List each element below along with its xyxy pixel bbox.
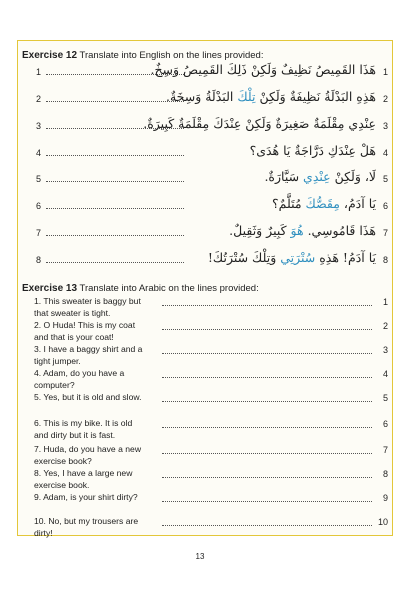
sentence-part: يَا آدَمُ، bbox=[339, 196, 376, 211]
english-sentence: 6. This is my bike. It is old and dirty but it is fast. bbox=[34, 418, 133, 440]
english-sentence: 4. Adam, do you have a computer? bbox=[34, 368, 125, 390]
answer-line[interactable] bbox=[46, 262, 184, 263]
arabic-sentence bbox=[166, 89, 376, 104]
answer-line[interactable] bbox=[162, 453, 372, 454]
answer-line[interactable] bbox=[46, 208, 184, 209]
item-number: 4 bbox=[36, 148, 42, 158]
sentence-part: هَذِهِ البَدْلَةُ نَظِيفَةٌ وَلَكِنْ bbox=[255, 89, 376, 104]
english-sentence: 9. Adam, is your shirt dirty? bbox=[34, 492, 138, 502]
exercise-12-row bbox=[22, 246, 388, 266]
highlighted-word: هُوَ bbox=[290, 223, 304, 238]
item-number-right: 4 bbox=[382, 369, 388, 379]
answer-line[interactable] bbox=[162, 501, 372, 502]
item-number-right: 10 bbox=[377, 517, 388, 527]
highlighted-word: مِقَصُّكَ bbox=[305, 196, 340, 211]
exercise-12-instruction: Translate into English on the lines provided: bbox=[79, 50, 264, 61]
answer-line[interactable] bbox=[162, 305, 372, 306]
exercise-13-row bbox=[22, 467, 388, 489]
item-number-right: 7 bbox=[382, 228, 388, 238]
sentence-part: يَا آدَمُ! هَذِهِ bbox=[315, 250, 376, 265]
english-sentence: 8. Yes, I have a large new exercise book. bbox=[34, 468, 133, 490]
exercise-13-row bbox=[22, 443, 388, 465]
exercise-13-row bbox=[22, 515, 388, 537]
item-number: 8 bbox=[36, 255, 42, 265]
item-number: 2 bbox=[36, 94, 42, 104]
exercise-13-row bbox=[22, 343, 388, 365]
item-number: 1 bbox=[36, 67, 42, 77]
sentence-part: لَا، وَلَكِنْ bbox=[330, 169, 376, 184]
exercise-12-label: Exercise 12 bbox=[22, 50, 78, 61]
item-number-right: 7 bbox=[382, 445, 388, 455]
arabic-sentence bbox=[250, 143, 376, 158]
answer-line[interactable] bbox=[162, 401, 372, 402]
sentence-part: عِنْدِي مِقْلَمَةٌ صَغِيرَةٌ وَلَكِنْ عِنْدَكَ مِقْلَمَةٌ كَبِيرَةٌ. bbox=[143, 116, 376, 131]
english-sentence: 2. O Huda! This is my coat and that is your coat! bbox=[34, 320, 136, 342]
exercise-12-row bbox=[22, 139, 388, 159]
exercise-12-row bbox=[22, 58, 388, 78]
answer-line[interactable] bbox=[46, 101, 184, 102]
exercise-13-row bbox=[22, 391, 388, 413]
highlighted-word: سُتْرَتِي bbox=[280, 250, 316, 265]
item-number: 7 bbox=[36, 228, 42, 238]
exercise-12-row bbox=[22, 85, 388, 105]
exercise-13-row bbox=[22, 417, 388, 439]
answer-line[interactable] bbox=[46, 235, 184, 236]
sentence-part: وَتِلْكَ سُتْرَتُكَ! bbox=[207, 250, 281, 265]
page-number: 13 bbox=[195, 552, 205, 561]
answer-line[interactable] bbox=[46, 155, 184, 156]
item-number-right: 1 bbox=[382, 297, 388, 307]
sentence-part: سَيَّارَةٌ. bbox=[264, 169, 304, 184]
english-sentence: 3. I have a baggy shirt and a tight jumper. bbox=[34, 344, 143, 366]
english-sentence: 10. No, but my trousers are dirty! bbox=[34, 516, 139, 538]
sentence-part: كَبِيرٌ وَثَقِيلٌ. bbox=[229, 223, 291, 238]
exercise-12-row bbox=[22, 165, 388, 185]
sentence-part: البَدْلَةُ وَسِخَةٌ. bbox=[166, 89, 238, 104]
item-number-right: 8 bbox=[382, 255, 388, 265]
item-number-right: 6 bbox=[382, 201, 388, 211]
highlighted-word: عِنْدِي bbox=[303, 169, 331, 184]
answer-line[interactable] bbox=[162, 427, 372, 428]
item-number-right: 2 bbox=[382, 321, 388, 331]
arabic-sentence bbox=[272, 196, 376, 211]
answer-line[interactable] bbox=[46, 181, 184, 182]
answer-line[interactable] bbox=[162, 477, 372, 478]
exercise-13-row bbox=[22, 367, 388, 389]
arabic-sentence bbox=[264, 169, 376, 184]
sentence-part: هَذَا قَامُوسِي. bbox=[303, 223, 376, 238]
english-sentence: 7. Huda, do you have a new exercise book? bbox=[34, 444, 142, 466]
item-number-right: 9 bbox=[382, 493, 388, 503]
item-number-right: 3 bbox=[382, 121, 388, 131]
answer-line[interactable] bbox=[162, 525, 372, 526]
exercise-13-header bbox=[22, 283, 259, 294]
item-number: 6 bbox=[36, 201, 42, 211]
item-number-right: 4 bbox=[382, 148, 388, 158]
item-number-right: 5 bbox=[382, 393, 388, 403]
item-number: 5 bbox=[36, 174, 42, 184]
answer-line[interactable] bbox=[162, 353, 372, 354]
exercise-13-row bbox=[22, 295, 388, 317]
arabic-sentence bbox=[208, 250, 376, 265]
exercise-13-label: Exercise 13 bbox=[22, 283, 78, 294]
arabic-sentence bbox=[229, 223, 376, 238]
item-number-right: 1 bbox=[382, 67, 388, 77]
english-sentence: 5. Yes, but it is old and slow. bbox=[34, 392, 142, 402]
exercise-12-row bbox=[22, 192, 388, 212]
arabic-sentence bbox=[151, 62, 376, 77]
exercise-13-instruction: Translate into Arabic on the lines provided: bbox=[79, 283, 259, 294]
exercise-12-row bbox=[22, 112, 388, 132]
item-number-right: 2 bbox=[382, 94, 388, 104]
highlighted-word: تِلْكَ bbox=[237, 89, 256, 104]
item-number: 3 bbox=[36, 121, 42, 131]
arabic-sentence bbox=[143, 116, 376, 131]
sentence-part: مُتَلَّمٌ؟ bbox=[271, 196, 306, 211]
exercise-13-row bbox=[22, 319, 388, 341]
exercise-13-row bbox=[22, 491, 388, 513]
exercise-12-row bbox=[22, 219, 388, 239]
sentence-part: هَلْ عِنْدَكِ دَرَّاجَةٌ يَا هُدَى؟ bbox=[249, 143, 376, 158]
english-sentence: 1. This sweater is baggy but that sweater is tight. bbox=[34, 296, 141, 318]
item-number-right: 3 bbox=[382, 345, 388, 355]
sentence-part: هَذَا القَمِيصُ نَظِيفٌ وَلَكِنْ ذَلِكَ القَمِيصُ وَسِخٌ. bbox=[150, 62, 376, 77]
answer-line[interactable] bbox=[162, 329, 372, 330]
answer-line[interactable] bbox=[162, 377, 372, 378]
item-number-right: 5 bbox=[382, 174, 388, 184]
item-number-right: 6 bbox=[382, 419, 388, 429]
item-number-right: 8 bbox=[382, 469, 388, 479]
